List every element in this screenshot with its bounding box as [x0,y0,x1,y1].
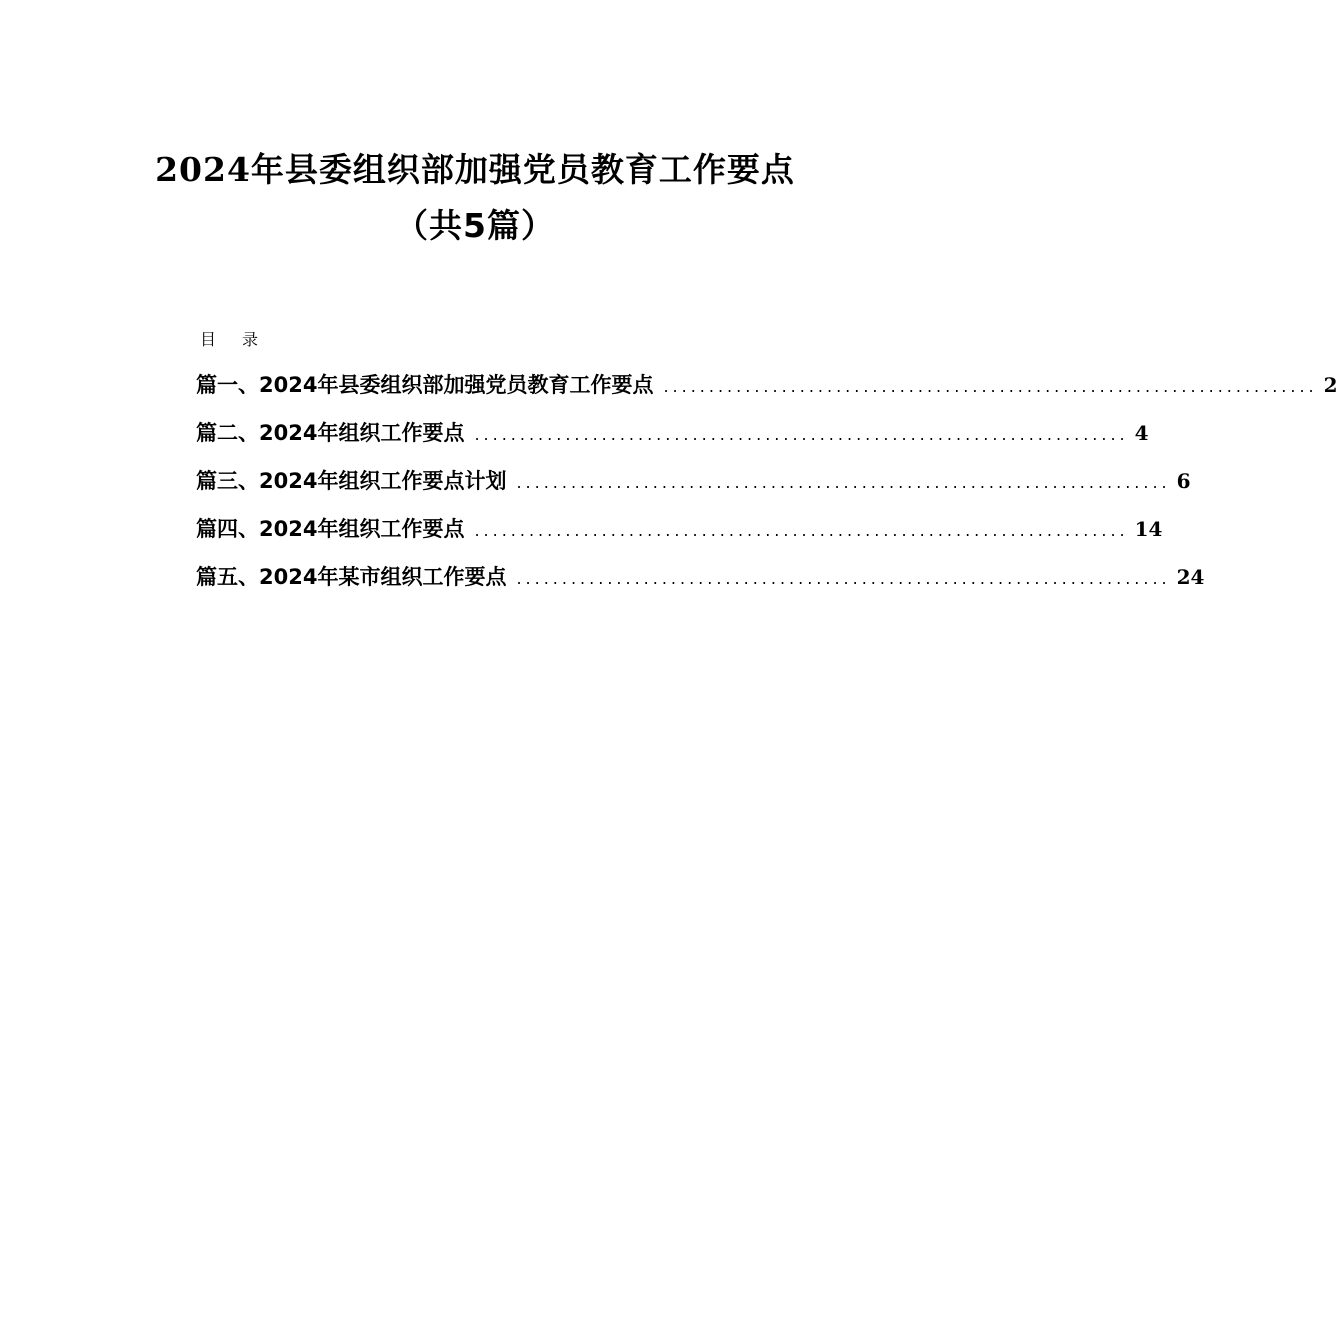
toc-leader-dots: ........................................................................ [663,377,1318,396]
toc-entry-prefix: 篇二、 [196,421,259,445]
toc-leader-dots: ........................................................................ [516,569,1171,588]
toc-entry-prefix: 篇五、 [196,565,259,589]
toc-heading: 目录 [200,330,285,349]
toc-entry-2[interactable] [196,418,1149,466]
toc-entry-prefix: 篇四、 [196,517,259,541]
toc-entry-page: 2 [1323,373,1338,397]
toc-leader-dots: ........................................................................ [516,473,1171,492]
toc-entry-prefix: 篇三、 [196,469,259,493]
toc-entry-page: 4 [1134,421,1149,445]
toc-entry-4[interactable] [196,514,1163,562]
toc-entry-page: 24 [1176,565,1205,589]
table-of-contents [196,370,1338,610]
toc-entry-1[interactable] [196,370,1338,418]
toc-entry-title: 2024年组织工作要点计划 [259,469,507,493]
toc-entry-page: 6 [1176,469,1191,493]
toc-entry-3[interactable] [196,466,1191,514]
toc-entry-5[interactable] [196,562,1205,610]
document-title: 2024年县委组织部加强党员教育工作要点 [155,150,795,189]
document-subtitle: （共5篇） [395,206,555,245]
toc-entry-page: 14 [1134,517,1163,541]
toc-entry-title: 2024年组织工作要点 [259,421,465,445]
toc-entry-title: 2024年组织工作要点 [259,517,465,541]
toc-entry-prefix: 篇一、 [196,373,259,397]
toc-leader-dots: ........................................................................ [474,425,1129,444]
toc-entry-title: 2024年某市组织工作要点 [259,565,507,589]
toc-entry-title: 2024年县委组织部加强党员教育工作要点 [259,373,654,397]
toc-leader-dots: ........................................................................ [474,521,1129,540]
